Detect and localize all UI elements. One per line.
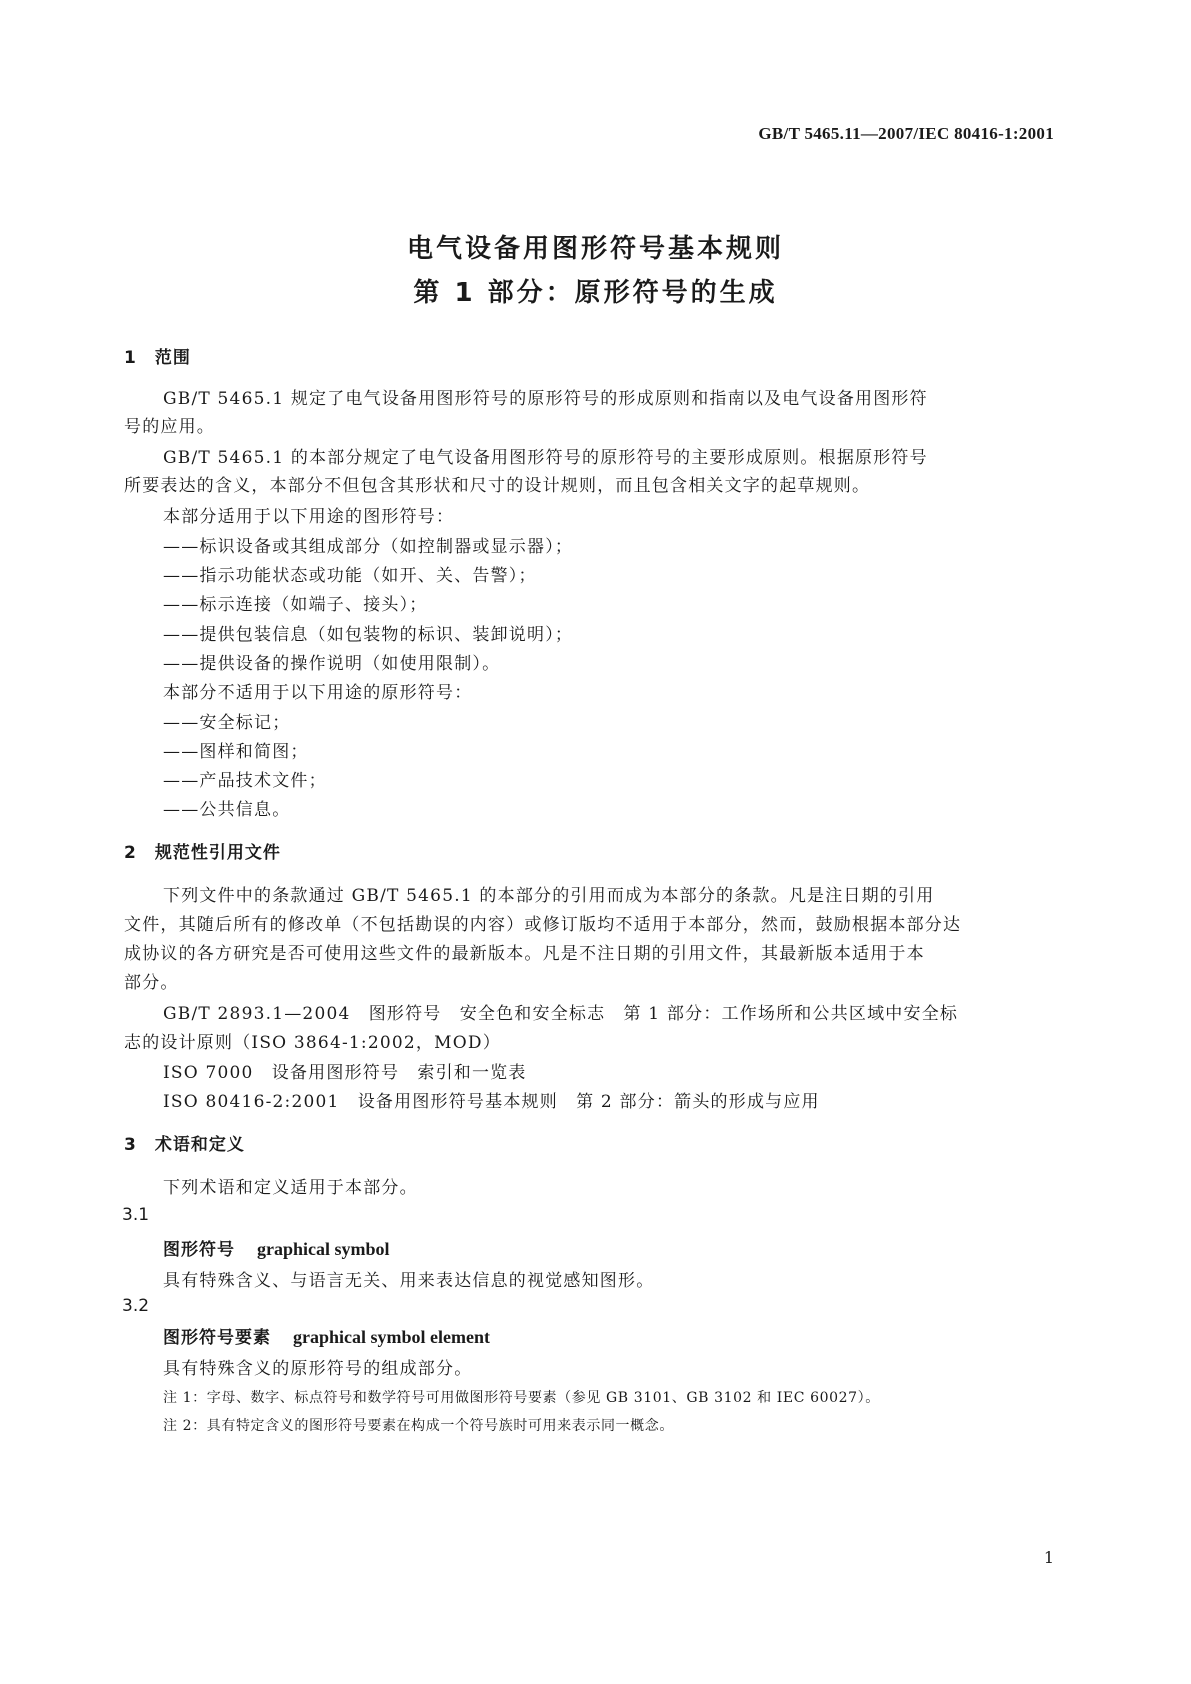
paragraph-line: 下列术语和定义适用于本部分。 xyxy=(163,1178,418,1198)
term-chinese: 图形符号要素 xyxy=(163,1328,271,1348)
list-item: ——指示功能状态或功能（如开、关、告警）； xyxy=(163,566,537,586)
paragraph-line: 本部分适用于以下用途的图形符号： xyxy=(163,507,455,527)
term-heading xyxy=(163,1323,490,1348)
paragraph-line: GB/T 5465.1 规定了电气设备用图形符号的原形符号的形成原则和指南以及电气设备用图形符 xyxy=(163,389,928,409)
term-english: graphical symbol xyxy=(257,1239,390,1259)
paragraph-line: 所要表达的含义，本部分不但包含其形状和尺寸的设计规则，而且包含相关文字的起草规则。 xyxy=(124,476,871,496)
list-item: ——提供设备的操作说明（如使用限制）。 xyxy=(163,654,501,674)
term-number: 3.1 xyxy=(122,1205,150,1225)
paragraph-line: 号的应用。 xyxy=(124,417,215,437)
list-item: ——图样和简图； xyxy=(163,742,309,762)
paragraph-line: 本部分不适用于以下用途的原形符号： xyxy=(163,683,473,703)
list-item: ——标识设备或其组成部分（如控制器或显示器）； xyxy=(163,537,574,557)
list-item: ——提供包装信息（如包装物的标识、装卸说明）； xyxy=(163,625,574,645)
section-2-heading: 2 规范性引用文件 xyxy=(124,843,281,863)
term-definition: 具有特殊含义的原形符号的组成部分。 xyxy=(163,1359,473,1379)
standard-code: GB/T 5465.11—2007/IEC 80416-1:2001 xyxy=(758,124,1054,143)
document-title: 电气设备用图形符号基本规则 xyxy=(406,234,784,264)
reference-line: ISO 80416-2:2001 设备用图形符号基本规则 第 2 部分：箭头的形成与应用 xyxy=(163,1092,820,1112)
term-chinese: 图形符号 xyxy=(163,1240,235,1260)
reference-line: ISO 7000 设备用图形符号 索引和一览表 xyxy=(163,1063,527,1083)
term-heading xyxy=(163,1235,390,1260)
list-item: ——标示连接（如端子、接头）； xyxy=(163,595,428,615)
paragraph-line: GB/T 5465.1 的本部分规定了电气设备用图形符号的原形符号的主要形成原则。根据原形符号 xyxy=(163,448,928,468)
section-1-heading: 1 范围 xyxy=(124,348,191,368)
term-english: graphical symbol element xyxy=(293,1327,490,1347)
term-definition: 具有特殊含义、与语言无关、用来表达信息的视觉感知图形。 xyxy=(163,1271,655,1291)
paragraph-line: 部分。 xyxy=(124,973,179,993)
section-3-heading: 3 术语和定义 xyxy=(124,1135,245,1155)
note-1: 注 1：字母、数字、标点符号和数学符号可用做图形符号要素（参见 GB 3101、GB 3102 和 IEC 60027）。 xyxy=(163,1390,880,1406)
note-2: 注 2：具有特定含义的图形符号要素在构成一个符号族时可用来表示同一概念。 xyxy=(163,1418,674,1434)
term-number: 3.2 xyxy=(122,1296,150,1316)
paragraph-line: 成协议的各方研究是否可使用这些文件的最新版本。凡是不注日期的引用文件，其最新版本适用于本 xyxy=(124,944,925,964)
paragraph-line: 下列文件中的条款通过 GB/T 5465.1 的本部分的引用而成为本部分的条款。凡是注日期的引用 xyxy=(163,886,935,906)
list-item: ——安全标记； xyxy=(163,713,291,733)
reference-line: 志的设计原则（ISO 3864-1:2002，MOD） xyxy=(124,1033,501,1053)
reference-line: GB/T 2893.1—2004 图形符号 安全色和安全标志 第 1 部分：工作场所和公共区域中安全标 xyxy=(163,1004,959,1024)
paragraph-line: 文件，其随后所有的修改单（不包括勘误的内容）或修订版均不适用于本部分，然而，鼓励根据本部分达 xyxy=(124,915,962,935)
page-number: 1 xyxy=(1043,1548,1054,1567)
document-subtitle: 第 1 部分：原形符号的生成 xyxy=(413,278,778,308)
list-item: ——公共信息。 xyxy=(163,800,291,820)
list-item: ——产品技术文件； xyxy=(163,771,327,791)
